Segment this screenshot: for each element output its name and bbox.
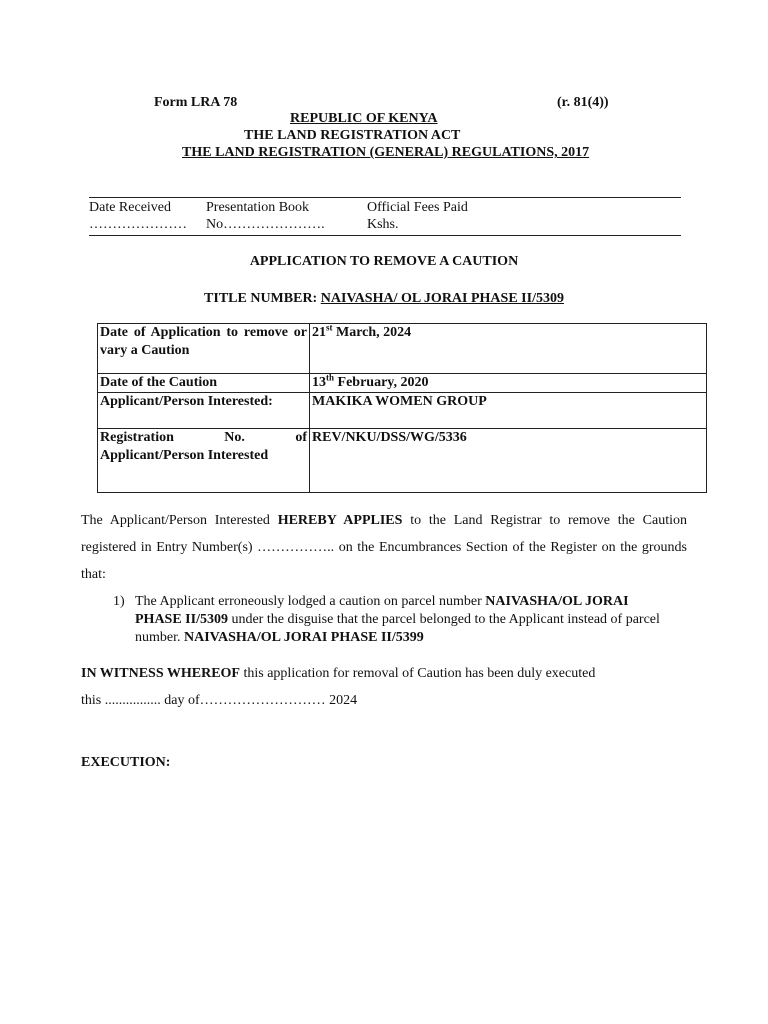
application-paragraph: The Applicant/Person Interested HEREBY APPLIES to the Land Registrar to remove the Caution registered in Entry Number(s) …………….. on the Encumbrances Section of the Register on the grounds that: [81, 513, 687, 582]
presentation-book-label: Presentation Book [206, 200, 310, 215]
ground-item: The Applicant erroneously lodged a caution on parcel number NAIVASHA/OL JORAI PHASE II/5309 under the disguise that the parcel belonged to the Applicant instead of parcel number. NAIVASHA/OL JORAI PHASE II/5399 [135, 594, 660, 645]
grounds-list [113, 593, 673, 647]
kshs-label: Kshs. [367, 217, 399, 232]
rule-reference: (r. 81(4)) [557, 95, 609, 110]
registration-no-value: REV/NKU/DSS/WG/5336 [310, 429, 707, 493]
application-date-value: 21st March, 2024 [310, 324, 707, 374]
application-date-label: Date of Application to remove or vary a Caution [98, 324, 310, 374]
caution-date-label: Date of the Caution [98, 374, 310, 393]
form-number: Form LRA 78 [154, 95, 238, 110]
registration-no-label: Registration No. of Applicant/Person Interested [98, 429, 310, 493]
applicant-label: Applicant/Person Interested: [98, 393, 310, 429]
date-received-label: Date Received [89, 200, 172, 215]
witness-line: IN WITNESS WHEREOF this application for removal of Caution has been duly executed [81, 666, 596, 681]
ground-number: 1) [113, 594, 125, 609]
caution-date-value: 13th February, 2020 [310, 374, 707, 393]
title-number-label: TITLE NUMBER: [204, 291, 321, 306]
document-title: APPLICATION TO REMOVE A CAUTION [249, 254, 519, 269]
presentation-no-label: No…………………. [206, 217, 325, 232]
execution-heading: EXECUTION: [81, 755, 171, 770]
title-number-value: NAIVASHA/ OL JORAI PHASE II/5309 [320, 291, 564, 306]
office-bottom-rule [89, 235, 681, 236]
table-row [98, 429, 707, 493]
table-row [98, 374, 707, 393]
regulations-heading: THE LAND REGISTRATION (GENERAL) REGULATIONS, 2017 [182, 145, 590, 160]
office-top-rule [89, 197, 681, 198]
table-row [98, 324, 707, 374]
execution-date-line: this ................ day of……………………… 2024 [81, 693, 358, 708]
date-received-dots: ………………… [89, 217, 187, 232]
applicant-value: MAKIKA WOMEN GROUP [310, 393, 707, 429]
act-heading: THE LAND REGISTRATION ACT [244, 128, 461, 143]
title-number-line [0, 290, 768, 307]
table-row [98, 393, 707, 429]
caution-details-table [97, 323, 707, 493]
republic-heading: REPUBLIC OF KENYA [290, 111, 438, 126]
official-fees-label: Official Fees Paid [367, 200, 468, 215]
